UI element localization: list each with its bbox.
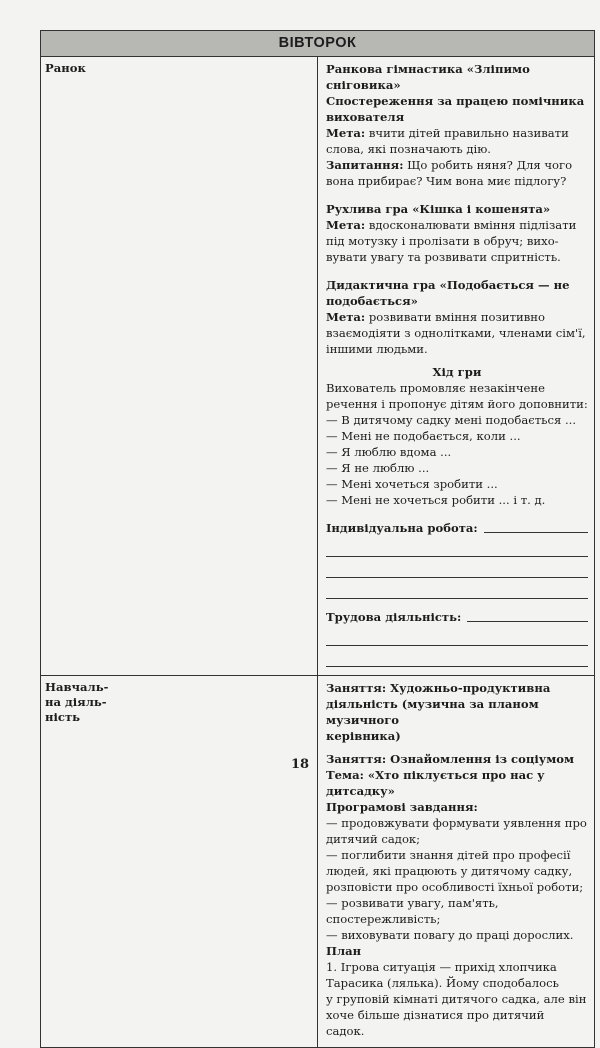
daily-plan-table (40, 30, 595, 1048)
blank-line[interactable] (326, 578, 588, 599)
gymnastics-title: Ранкова гімнастика «Зліпимо сніговика» (326, 62, 530, 92)
morning-section (41, 57, 595, 676)
game-course-title: Хід гри (432, 365, 482, 379)
individual-work-label: Індивідуальна робота: (326, 521, 478, 535)
phrase-item: — Мені не подобається, коли ... (326, 429, 521, 443)
blank-line[interactable] (326, 557, 588, 578)
learning-content (318, 676, 595, 1048)
blank-line[interactable] (326, 625, 588, 646)
didactic-game-title: Дидактична гра «Подобається — не подобається» (326, 278, 570, 308)
plan-title: План (326, 944, 362, 958)
observation-questions: Запитання: Що робить няня? Для чого вона прибирає? Чим вона миє підлогу? (326, 158, 573, 188)
plan-item: у груповій кімнаті дитячого садка, але він хоче більше дізнатися про дитячий (326, 992, 587, 1022)
task-item: — розвивати увагу, пам'ять, спостережливість; (326, 896, 499, 926)
didactic-game-goal: Мета: розвивати вміння позитивно взаємодіяти з однолітками, членами сім'ї, (326, 310, 586, 340)
lesson-1-cont: керівника) (326, 729, 401, 743)
section-label-learning: Навчаль- на діяль- ність (41, 676, 318, 1048)
didactic-game-goal-cont: іншими людьми. (326, 342, 428, 356)
mobile-game-goal-cont: вувати увагу та розвивати спритність. (326, 250, 561, 264)
task-item: — виховувати повагу до праці дорослих. (326, 928, 574, 942)
section-label-morning: Ранок (41, 57, 318, 676)
mobile-game-title: Рухлива гра «Кішка і кошенята» (326, 202, 551, 216)
phrase-item: — Я не люблю ... (326, 461, 430, 475)
task-item: розповісти про особливості їхньої роботи; (326, 880, 584, 894)
observation-title: Спостереження за працею помічника вихователя (326, 94, 585, 124)
day-header: ВІВТОРОК (41, 31, 595, 57)
blank-line[interactable] (326, 536, 588, 557)
task-item: — поглибити знання дітей про професії людей, які працюють у дитячому садку, (326, 848, 573, 878)
lesson-2: Заняття: Ознайомлення із соціумом (326, 752, 575, 766)
labor-activity-label: Трудова діяльність: (326, 610, 462, 624)
tasks-title: Програмові завдання: (326, 800, 478, 814)
fill-line (467, 621, 588, 622)
game-intro: Вихователь промовляє незакінчене речення і пропонує дітям його доповнити: (326, 381, 588, 411)
lesson-theme: Тема: «Хто піклується про нас у дитсадку» (326, 768, 545, 798)
document-page (40, 30, 595, 1048)
learning-section (41, 676, 595, 1048)
observation-goal: Мета: вчити дітей правильно називати слова, які позначають дію. (326, 126, 569, 156)
lesson-1: Заняття: Художньо-продуктивна діяльність (музична за планом музичного (326, 681, 551, 727)
plan-item: садок. (326, 1024, 365, 1038)
blank-line[interactable] (326, 646, 588, 667)
labor-activity-field[interactable] (326, 609, 588, 625)
fill-line (484, 532, 588, 533)
individual-work-field[interactable] (326, 520, 588, 536)
task-item: — продовжувати формувати уявлення про дитячий садок; (326, 816, 587, 846)
phrase-item: — Я люблю вдома ... (326, 445, 452, 459)
phrase-item: — Мені хочеться зробити ... (326, 477, 498, 491)
plan-item: 1. Ігрова ситуація — прихід хлопчика Тарасика (лялька). Йому сподобалось (326, 960, 559, 990)
phrase-item: — Мені не хочеться робити ... і т. д. (326, 493, 546, 507)
phrase-item: — В дитячому садку мені подобається ... (326, 413, 577, 427)
morning-content (318, 57, 595, 676)
mobile-game-goal: Мета: вдосконалювати вміння підлізати під мотузку і пролізати в обруч; вихо- (326, 218, 577, 248)
page-number: 18 (290, 757, 310, 772)
